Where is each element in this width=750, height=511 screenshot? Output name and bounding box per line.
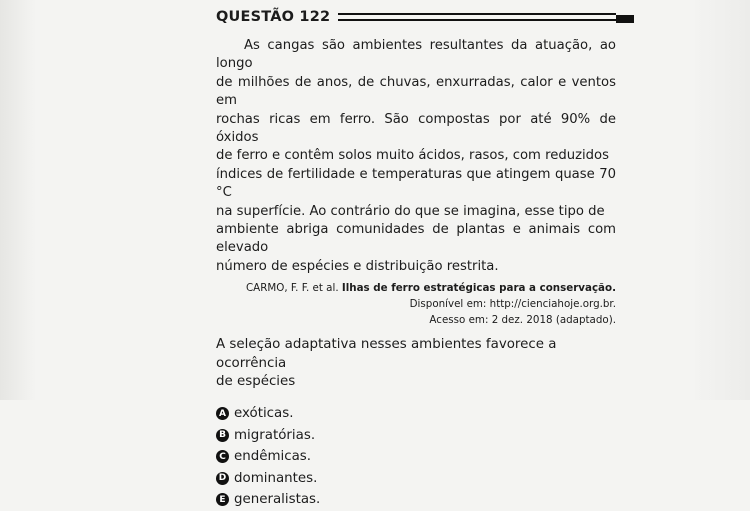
alternative-text: migratórias. — [234, 427, 316, 443]
question-block — [216, 6, 616, 511]
paragraph-line: rochas ricas em ferro. São compostas por até 90% de óxidos — [216, 111, 616, 146]
paragraph-line: de ferro e contêm solos muito ácidos, rasos, com reduzidos — [216, 148, 609, 164]
alternative-d[interactable] — [216, 468, 616, 490]
source-citation — [216, 280, 616, 328]
question-paragraph — [216, 37, 616, 276]
header-rule — [338, 13, 616, 21]
alternative-letter-badge: E — [216, 493, 229, 506]
question-prompt — [216, 336, 616, 392]
prompt-line: de espécies — [216, 374, 296, 390]
alternative-b[interactable] — [216, 425, 616, 447]
alternative-letter-badge: C — [216, 450, 229, 463]
prompt-line: A seleção adaptativa nesses ambientes favorece a ocorrência — [216, 337, 557, 371]
alternative-c[interactable] — [216, 446, 616, 468]
alternative-text: dominantes. — [234, 470, 318, 486]
citation-work: Ilhas de ferro estratégicas para a conservação. — [341, 282, 616, 295]
alternative-text: endêmicas. — [234, 449, 312, 465]
alternative-text: generalistas. — [234, 492, 321, 508]
citation-author: CARMO, F. F. et al. — [245, 282, 339, 295]
paragraph-line: número de espécies e distribuição restrita. — [216, 258, 499, 274]
alternative-letter-badge: B — [216, 429, 229, 442]
page-shadow-right — [690, 0, 750, 400]
paragraph-line: ambiente abriga comunidades de plantas e animais com elevado — [216, 222, 616, 256]
paragraph-line: As cangas são ambientes resultantes da atuação, ao longo — [216, 38, 616, 72]
citation-access: Acesso em: 2 dez. 2018 (adaptado). — [429, 314, 616, 327]
question-title: QUESTÃO 122 — [216, 9, 331, 25]
header-rule-end — [616, 15, 634, 23]
question-header — [216, 6, 616, 28]
alternatives-list — [216, 403, 616, 511]
paragraph-line: de milhões de anos, de chuvas, enxurradas, calor e ventos em — [216, 74, 616, 109]
citation-title-line — [216, 280, 616, 296]
alternative-letter-badge: A — [216, 407, 229, 420]
page-shadow-left — [0, 0, 36, 400]
alternative-a[interactable] — [216, 403, 616, 425]
alternative-e[interactable] — [216, 489, 616, 511]
citation-available: Disponível em: http://cienciahoje.org.br. — [409, 298, 616, 311]
alternative-text: exóticas. — [234, 406, 294, 422]
paragraph-line: índices de fertilidade e temperaturas que atingem quase 70 °C — [216, 166, 616, 201]
paragraph-line: na superfície. Ao contrário do que se imagina, esse tipo de — [216, 203, 605, 219]
alternative-letter-badge: D — [216, 472, 229, 485]
